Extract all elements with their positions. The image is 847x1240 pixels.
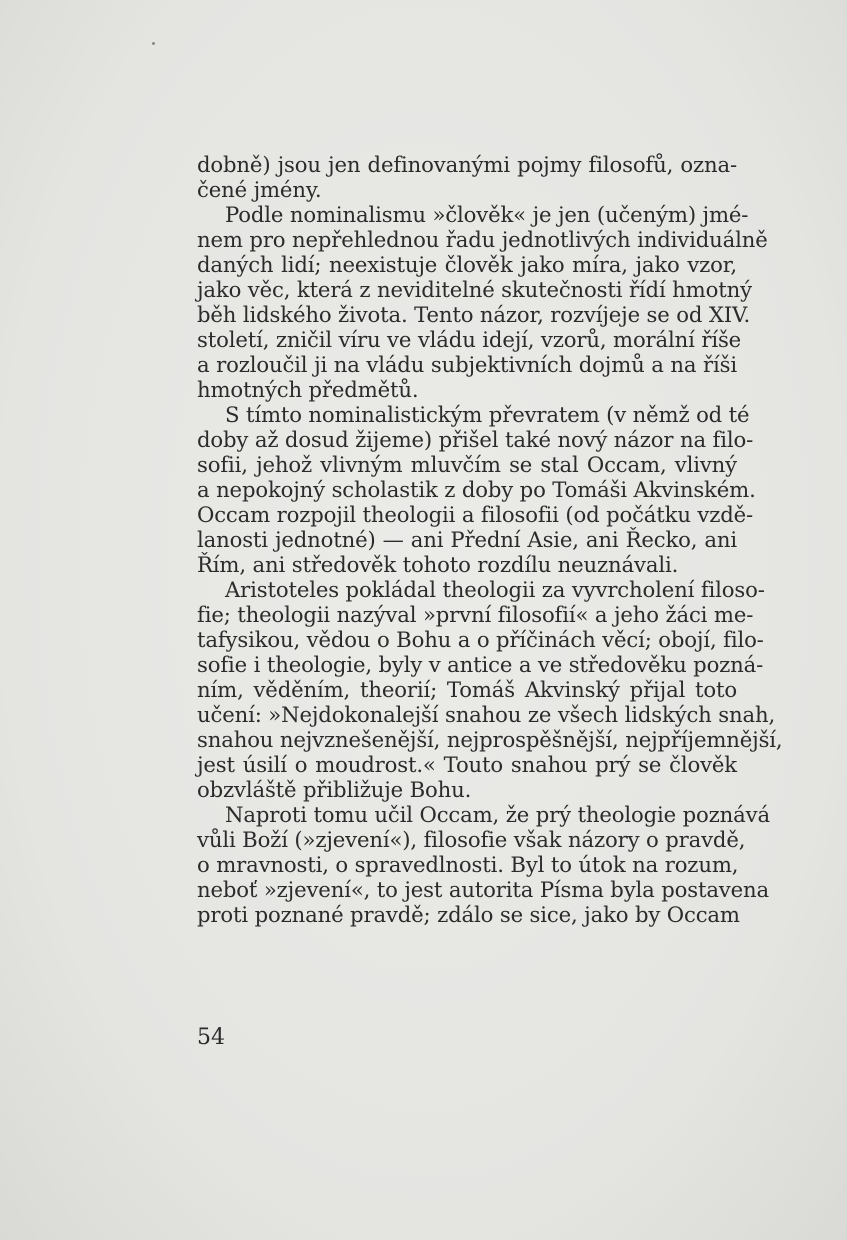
text-line: století, zničil víru ve vládu idejí, vzorů, morální říše xyxy=(197,327,742,352)
text-line: snahou nejvznešenější, nejprospěšnější, nejpříjemnější, xyxy=(197,727,783,752)
text-line: Řím, ani středověk tohoto rozdílu neuznávali. xyxy=(197,552,679,577)
text-line: hmotných předmětů. xyxy=(197,377,419,402)
text-line: Occam rozpojil theologii a filosofii (od počátku vzdě- xyxy=(197,502,754,527)
text-line: neboť »zjevení«, to jest autorita Písma byla postavena xyxy=(197,877,769,902)
text-line: učení: »Nejdokonalejší snahou ze všech lidských snah, xyxy=(197,702,776,727)
text-line: S tímto nominalistickým převratem (v němž od té xyxy=(225,402,750,427)
text-line: a nepokojný scholastik z doby po Tomáši Akvinském. xyxy=(197,477,756,502)
text-line: Podle nominalismu »člověk« je jen (učeným) jmé- xyxy=(225,202,749,227)
text-line: lanosti jednotné) — ani Přední Asie, ani Řecko, ani xyxy=(197,527,737,552)
text-line: tafysikou, vědou o Bohu a o příčinách věcí; obojí, filo- xyxy=(197,627,764,652)
text-line: doby až dosud žijeme) přišel také nový názor na filo- xyxy=(197,427,754,452)
text-line: o mravnosti, o spravedlnosti. Byl to útok na rozum, xyxy=(197,852,739,877)
text-line: čené jmény. xyxy=(197,177,322,202)
text-line: jest úsilí o moudrost.« Touto snahou prý se člověk xyxy=(197,752,737,777)
text-line: běh lidského života. Tento názor, rozvíjeje se od XIV. xyxy=(197,302,751,327)
text-line: jako věc, která z neviditelné skutečnosti řídí hmotný xyxy=(197,277,752,302)
text-line: vůli Boží (»zjevení«), filosofie však názory o pravdě, xyxy=(197,827,746,852)
text-line: a rozloučil ji na vládu subjektivních dojmů a na říši xyxy=(197,352,737,377)
text-line: nem pro nepřehlednou řadu jednotlivých individuálně xyxy=(197,227,768,252)
text-line: Naproti tomu učil Occam, že prý theologie poznává xyxy=(225,802,770,827)
text-line: sofii, jehož vlivným mluvčím se stal Occam, vlivný xyxy=(197,452,737,477)
text-line: ním, věděním, theorií; Tomáš Akvinský přijal toto xyxy=(197,677,737,702)
text-line: sofie i theologie, byly v antice a ve středověku pozná- xyxy=(197,652,764,677)
text-line: daných lidí; neexistuje člověk jako míra, jako vzor, xyxy=(197,252,737,277)
text-line: proti poznané pravdě; zdálo se sice, jako by Occam xyxy=(197,902,740,927)
text-line: obzvláště přibližuje Bohu. xyxy=(197,777,472,802)
page-number: 54 xyxy=(197,1025,225,1050)
text-line: dobně) jsou jen definovanými pojmy filosofů, ozna- xyxy=(197,152,737,177)
paper-speck xyxy=(152,42,155,45)
text-line: Aristoteles pokládal theologii za vyvrcholení filoso- xyxy=(225,577,765,602)
body-text xyxy=(197,152,783,927)
text-line: fie; theologii nazýval »první filosofií« a jeho žáci me- xyxy=(197,602,754,627)
